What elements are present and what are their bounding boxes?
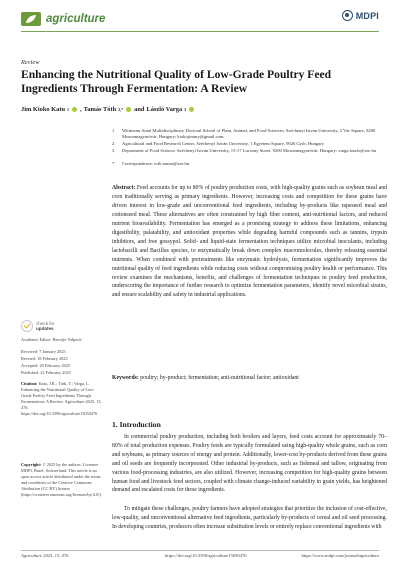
date-accepted: Accepted: 20 February 2025	[21, 363, 71, 368]
keywords-label: Keywords:	[112, 375, 139, 381]
citation-text[interactable]: Katu, J.K.; Tóth, T.; Varga, L. Enhancing the Nutritional Quality of Low-Grade Poultry Feed Ingredients Through Fermentation: A Review. Agriculture 2025, 15, 476. https://doi.org/10.3390/agriculture15050476	[21, 381, 102, 416]
footer-journal-link[interactable]: https://www.mdpi.com/journal/agriculture	[301, 553, 379, 558]
check-updates-label: check for updates	[36, 321, 55, 331]
abstract-text: Feed accounts for up to 80% of poultry production costs, with high-quality grains such as soybean meal and corn traditionally serving as primary ingredients. However, increasing costs and competition for these grains have driven interest in low-grade and unconventional feed ingredients, including by-products like rapeseed meal and cottonseed meal. These alternatives are often constrained by high fiber content, anti-nutritional factors, and reduced nutrient bioavailability. Fermentation has emerged as a promising strategy to address these limitations, enhancing digestibility, palatability, and antioxidant properties while degrading harmful compounds such as tannins, trypsin inhibitors, and free gossypol. Solid- and liquid-state fermentation techniques utilize microbial inoculants, including lactobacilli and Bacillus species, to enzymatically break down complex macromolecules, thereby releasing essential nutrients. When combined with pretreatments like enzymatic hydrolysis, fermentation significantly improves the nutritional quality of feed ingredients while reducing costs without compromising poultry health or performance. This review examines the mechanisms, benefits, and challenges of fermentation techniques in poultry feed production, underscoring the importance of further research to optimize fermentation parameters, identify novel microbial strains, and ensure scalability and safety in industrial applications.	[112, 185, 388, 299]
journal-logo[interactable]	[21, 12, 105, 26]
header-divider	[21, 31, 379, 32]
affiliation-number: 1	[112, 128, 115, 133]
orcid-icon[interactable]	[189, 107, 194, 112]
check-for-updates[interactable]	[21, 320, 55, 332]
footer-doi-link[interactable]: https://doi.org/10.3390/agriculture15050476	[165, 553, 247, 558]
copyright	[21, 462, 103, 498]
article-title: Enhancing the Nutritional Quality of Low-Grade Poultry Feed Ingredients Through Fermentation: A Review	[21, 68, 332, 95]
date-published: Published: 22 February 2025	[21, 370, 71, 375]
author-name[interactable]: Jim Kioko Katu	[21, 106, 66, 113]
affiliation-text: Agricultural and Food Research Center, Széchenyi István University, 1 Egyetem Square, 9026 Győr, Hungary	[122, 141, 325, 146]
affiliation-text: Wittmann Antal Multidisciplinary Doctoral School of Plant, Animal, and Food Sciences, Széchenyi István University, 2 Vár Square, 9200 Mosonmagyaróvár, Hungary; kiokojimmy@gmail.com	[122, 128, 376, 140]
check-updates-icon	[21, 320, 33, 332]
author-separator: and	[134, 106, 145, 113]
orcid-icon[interactable]	[72, 107, 77, 112]
copyright-label: Copyright:	[21, 462, 42, 467]
affiliation-text: Correspondence: toth.tamas@sze.hu	[122, 161, 190, 166]
academic-editor	[21, 337, 103, 343]
author-affiliation-marker: 3	[184, 107, 187, 112]
affiliation-number: *	[112, 161, 115, 166]
citation-label: Citation:	[21, 381, 38, 386]
publisher-name: MDPI	[355, 10, 379, 21]
orcid-icon[interactable]	[126, 107, 131, 112]
section-heading: 1. Introduction	[112, 420, 161, 429]
affiliation	[112, 161, 382, 167]
footer-divider	[21, 550, 379, 551]
affiliation-number: 2	[112, 141, 115, 146]
keywords	[112, 374, 387, 383]
copyright-text: © 2025 by the authors. Licensee MDPI, Basel, Switzerland. This article is an open access article distributed under the terms and conditions of the Creative Commons Attribution (CC BY) license (https://creativecommons.org/licenses/by/4.0/).	[21, 462, 102, 497]
abstract-label: Abstract:	[112, 185, 136, 191]
editor-label: Academic Editor:	[21, 337, 52, 342]
affiliation	[112, 128, 382, 140]
affiliation-number: 3	[112, 148, 115, 153]
affiliation	[112, 141, 382, 147]
date-received: Received: 7 January 2025	[21, 349, 66, 354]
editor-name: Hervóje Valpotić	[52, 337, 82, 342]
keywords-text: poultry; by-product; fermentation; anti-nutritional factor; antioxidant	[140, 375, 299, 381]
author-affiliation-marker: 1	[67, 107, 70, 112]
mdpi-logo-icon	[342, 10, 353, 21]
abstract	[112, 184, 387, 300]
footer-journal: Agriculture 2025, 15, 476	[21, 553, 69, 558]
journal-name: agriculture	[46, 13, 106, 25]
affiliation	[112, 148, 382, 154]
author-name[interactable]: László Varga	[146, 106, 183, 113]
citation	[21, 381, 103, 417]
intro-paragraph: To mitigate these challenges, poultry farmers have adopted strategies that prioritize the inclusion of cost-effective, low-quality, and unconventional alternative feed ingredients, particularly by-products of cereal and oil seed processing. In developing countries, producers often increase substitution levels or entirely replace conventional ingredients with	[112, 506, 387, 530]
publisher-logo[interactable]	[342, 10, 379, 21]
author-affiliation-marker: 2,*	[118, 107, 124, 112]
leaf-icon	[21, 12, 41, 26]
author-list: Jim Kioko Katu 1 , Tamás Tóth 2,* and László Varga 3	[21, 106, 195, 113]
date-revised: Revised: 18 February 2025	[21, 356, 68, 361]
affiliation-text: Department of Food Science, Széchenyi István University, 15-17 Lucsony Street, 9200 Mosonmagyaróvár, Hungary; varga.laszlo@sze.hu	[122, 148, 377, 153]
intro-paragraph: In commercial poultry production, including both broilers and layers, feed costs account for approximately 70–80% of total production expenses. Poultry feeds are typically formulated using high-quality whole grains, such as corn and soybeans, as primary sources of energy and protein. Additionally, lower-cost by-products derived from these grains and oil seeds are frequently incorporated. Other industrial by-products, such as fishmeal and tallow, originating from various food-processing industries, are also utilized. However, increasing competition for high-quality grains between human food and livestock feed sectors, coupled with climate change-induced variability in grain yields, has heightened demand and escalated costs for these ingredients.	[112, 434, 387, 494]
article-type: Review	[21, 59, 40, 66]
author-name[interactable]: Tamás Tóth	[83, 106, 117, 113]
